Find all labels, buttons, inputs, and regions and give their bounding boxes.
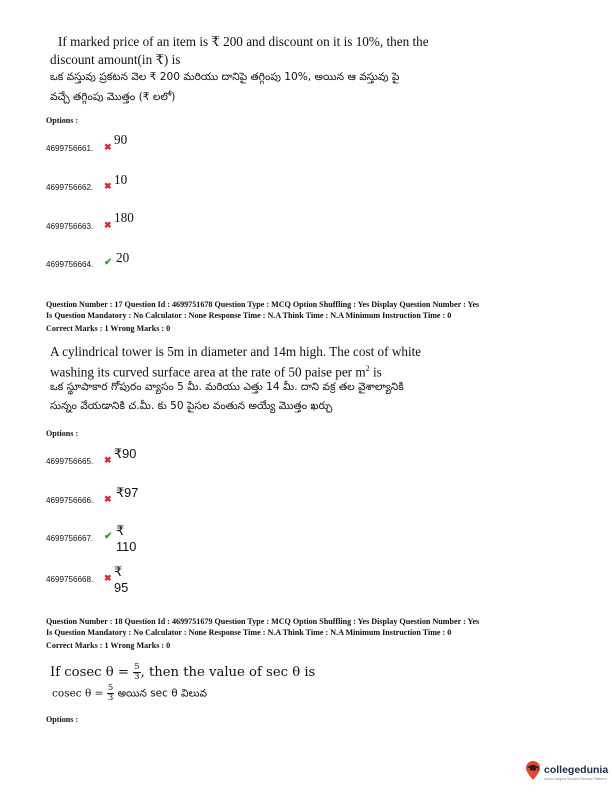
q17-meta-line2: Is Question Mandatory : No Calculator : None Response Time : N.A Think Time : N.A Minimum Instruction Time : 0 xyxy=(46,311,452,320)
q18-options-label: Options : xyxy=(46,715,79,724)
option-id: 4699756667. xyxy=(46,534,94,543)
fraction-numerator: 5 xyxy=(107,683,114,693)
option-id: 4699756661. xyxy=(46,144,94,153)
q17-telugu-line2: సున్నం వేయడానికి చ.మీ. కు 50 పైసల వంతున అయ్యే మొత్తం ఖర్చు xyxy=(50,400,333,412)
q16-text-line2: discount amount(in ₹) is xyxy=(50,52,181,67)
q17-marks: Correct Marks : 1 Wrong Marks : 0 xyxy=(46,324,171,333)
q18-fraction xyxy=(133,663,140,682)
q18-telugu-text xyxy=(52,684,207,703)
q18-telugu-post: అయిన sec θ విలువ xyxy=(114,687,208,700)
option-value: 90 xyxy=(114,132,128,147)
q16-text-line1: If marked price of an item is ₹ 200 and discount on it is 10%, then the xyxy=(58,34,429,49)
q17-superscript: 2 xyxy=(365,364,370,373)
check-icon: ✔ xyxy=(104,257,113,268)
fraction-numerator: 5 xyxy=(134,662,140,672)
fraction-denominator: 3 xyxy=(134,672,140,682)
option-value: 20 xyxy=(116,250,130,265)
q16-telugu-line1: ఒక వస్తువు ప్రకటన వెల ₹ 200 మరియు దానిపై తగ్గింపు 10%, అయిన ఆ వస్తువు పై xyxy=(50,71,400,83)
option-id: 4699756668. xyxy=(46,575,94,584)
cross-icon: ✖ xyxy=(104,573,112,583)
q17-options-label: Options : xyxy=(46,429,79,438)
q17-telugu-line1: ఒక స్థూపాకార గోపురం వ్యాసం 5 మీ. మరియు ఎత్తు 14 మీ. దాని వక్ర తల వైశాల్యానికి xyxy=(50,381,404,393)
q18-marks: Correct Marks : 1 Wrong Marks : 0 xyxy=(46,641,171,650)
option-value: 180 xyxy=(114,210,134,225)
brand-tagline: India's largest Student Review Platform xyxy=(544,777,607,781)
q17-text-line2b: is xyxy=(369,364,382,380)
cross-icon: ✖ xyxy=(104,455,112,465)
option-value: ₹ 110 xyxy=(116,523,137,554)
fraction-denominator: 3 xyxy=(107,693,114,703)
cross-icon: ✖ xyxy=(104,220,112,230)
q18-text-post: , then the value of sec θ is xyxy=(140,665,316,680)
option-id: 4699756664. xyxy=(46,260,94,269)
option-value: ₹97 xyxy=(116,485,139,500)
option-value: ₹90 xyxy=(114,446,137,461)
option-id: 4699756666. xyxy=(46,496,94,505)
check-icon: ✔ xyxy=(104,531,113,542)
option-id: 4699756662. xyxy=(46,183,94,192)
collegedunia-logo xyxy=(524,760,610,788)
cross-icon: ✖ xyxy=(104,181,112,191)
q16-options-label: Options : xyxy=(46,116,79,125)
q18-question-text xyxy=(50,663,315,682)
option-id: 4699756665. xyxy=(46,457,94,466)
cross-icon: ✖ xyxy=(104,142,112,152)
q18-meta-line1: Question Number : 18 Question Id : 4699751679 Question Type : MCQ Option Shuffling : Yes Display Question Number : Yes xyxy=(46,617,480,626)
cross-icon: ✖ xyxy=(104,494,112,504)
q17-text-line2a: washing its curved surface area at the rate of 50 paise per m xyxy=(50,364,366,380)
q18-meta-line2: Is Question Mandatory : No Calculator : None Response Time : N.A Think Time : N.A Minimum Instruction Time : 0 xyxy=(46,628,452,637)
q18-telugu-pre: cosec θ = xyxy=(52,687,107,700)
q16-telugu-line2: వచ్చే తగ్గింపు మొత్తం (₹ లలో) xyxy=(50,91,176,103)
mortarboard-pin-icon xyxy=(524,761,542,781)
option-value: ₹ 95 xyxy=(114,564,129,595)
option-value: 10 xyxy=(114,172,128,187)
option-id: 4699756663. xyxy=(46,222,94,231)
q17-meta-line1: Question Number : 17 Question Id : 4699751678 Question Type : MCQ Option Shuffling : Yes Display Question Number : Yes xyxy=(46,300,480,309)
brand-name: collegedunia xyxy=(544,764,609,776)
q18-text-pre: If cosec θ = xyxy=(50,665,134,680)
q17-text-line1: A cylindrical tower is 5m in diameter and 14m high. The cost of white xyxy=(50,344,422,359)
